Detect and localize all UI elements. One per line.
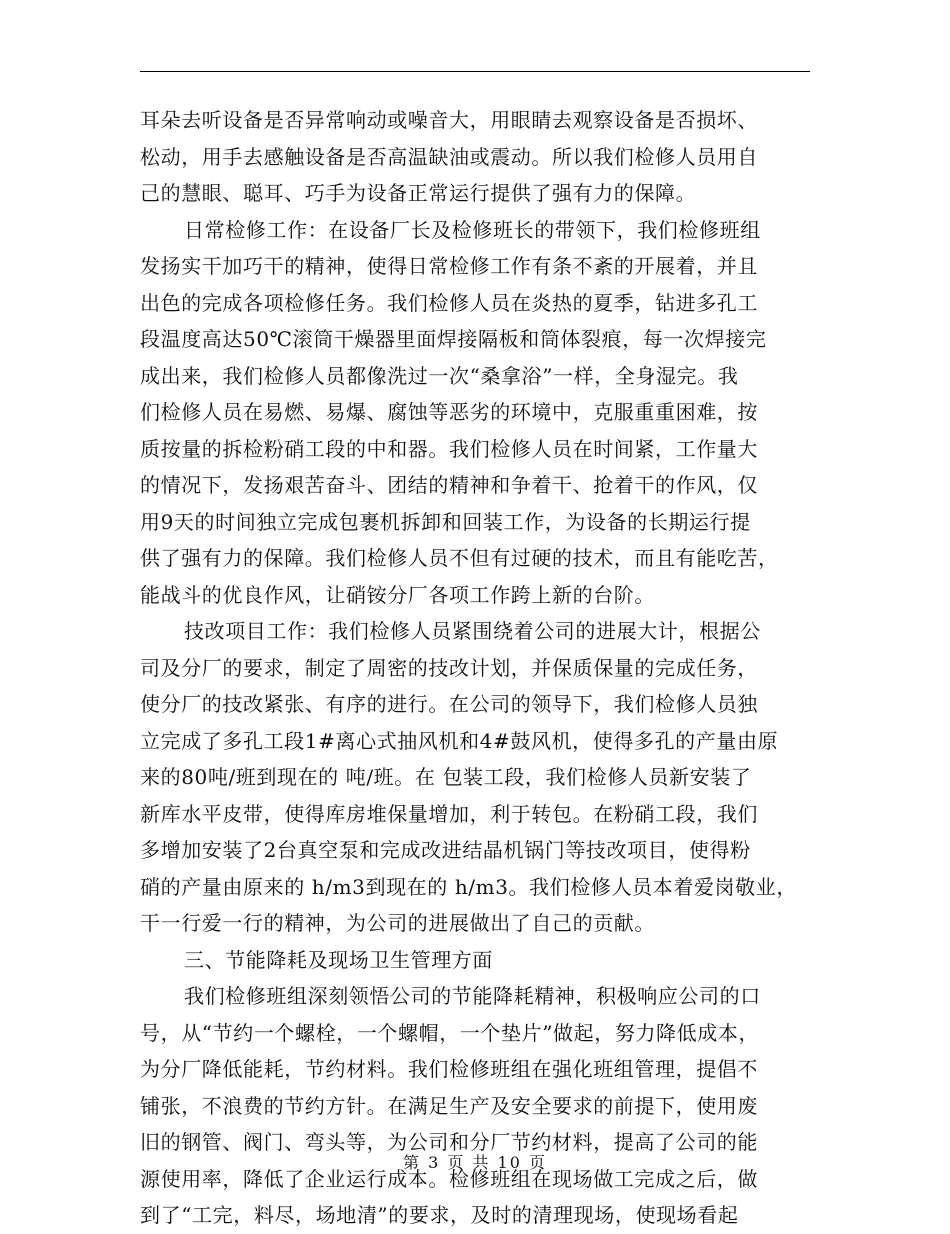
page-footer: 第 3 页 共 10 页	[403, 1153, 547, 1172]
text-line: 段温度高达50℃滚筒干燥器里面焊接隔板和筒体裂痕，每一次焊接完	[140, 327, 767, 351]
text-line: 旧的钢管、阀门、弯头等，为公司和分厂节约材料，提高了公司的能	[140, 1130, 758, 1154]
text-line: 铺张，不浪费的节约方针。在满足生产及安全要求的前提下，使用废	[140, 1093, 758, 1118]
text-line: 松动，用手去感触设备是否高温缺油或震动。所以我们检修人员用自	[140, 144, 758, 169]
paragraph-first-line: 我们检修班组深刻领悟公司的节能降耗精神，积极响应公司的口	[184, 984, 761, 1008]
text-line: 新库水平皮带，使得库房堆保量增加，利于转包。在粉硝工段，我们	[140, 801, 758, 826]
text-line: 发扬实干加巧干的精神，使得日常检修工作有条不紊的开展着，并且	[140, 254, 758, 278]
text-line: 立完成了多孔工段1#离心式抽风机和4#鼓风机，使得多孔的产量由原	[140, 728, 779, 753]
text-line: 用9天的时间独立完成包裹机拆卸和回装工作，为设备的长期运行提	[140, 509, 751, 534]
text-line: 来的80吨/班到现在的 吨/班。在 包装工段，我们检修人员新安装了	[140, 765, 752, 789]
text-line: 的情况下，发扬艰苦奋斗、团结的精神和争着干、抢着干的作风，仅	[140, 473, 758, 497]
text-line: 司及分厂的要求，制定了周密的技改计划，并保质保量的完成任务，	[140, 655, 758, 680]
text-line: 供了强有力的保障。我们检修人员不但有过硬的技术，而且有能吃苦，	[140, 546, 779, 570]
text-line: 质按量的拆检粉硝工段的中和器。我们检修人员在时间紧，工作量大	[140, 436, 758, 461]
text-line: 使分厂的技改紧张、有序的进行。在公司的领导下，我们检修人员独	[140, 692, 758, 716]
text-line: 能战斗的优良作风，让硝铵分厂各项工作跨上新的台阶。	[140, 582, 655, 607]
text-line: 耳朵去听设备是否异常响动或噪音大，用眼睛去观察设备是否损坏、	[140, 108, 758, 132]
paragraph-first-line: 三、节能降耗及现场卫生管理方面	[184, 947, 493, 972]
text-line: 成出来，我们检修人员都像洗过一次“桑拿浴”一样，全身湿完。我	[140, 363, 739, 388]
paragraph-first-line: 日常检修工作：在设备厂长及检修班长的带领下，我们检修班组	[184, 217, 761, 242]
header-rule	[140, 71, 810, 72]
text-line: 们检修人员在易燃、易爆、腐蚀等恶劣的环境中，克服重重困难，按	[140, 400, 758, 424]
text-line: 到了“工完，料尽，场地清”的要求，及时的清理现场，使现场看起	[140, 1203, 739, 1227]
text-line: 硝的产量由原来的 h/m3到现在的 h/m3。我们检修人员本着爱岗敬业，	[140, 874, 797, 899]
text-line: 干一行爱一行的精神，为公司的进展做出了自己的贡献。	[140, 911, 655, 935]
text-line: 源使用率，降低了企业运行成本。检修班组在现场做工完成之后，做	[140, 1166, 758, 1191]
text-line: 多增加安装了2台真空泵和完成改进结晶机锅门等技改项目，使得粉	[140, 838, 751, 862]
paragraph-first-line: 技改项目工作：我们检修人员紧围绕着公司的进展大计，根据公	[184, 619, 761, 643]
text-line: 为分厂降低能耗，节约材料。我们检修班组在强化班组管理，提倡不	[140, 1057, 758, 1081]
document-body	[140, 102, 810, 1234]
text-line: 号，从“节约一个螺栓，一个螺帽，一个垫片”做起，努力降低成本，	[140, 1020, 760, 1045]
text-line: 己的慧眼、聪耳、巧手为设备正常运行提供了强有力的保障。	[140, 181, 697, 205]
text-line: 出色的完成各项检修任务。我们检修人员在炎热的夏季，钻进多孔工	[140, 290, 758, 315]
